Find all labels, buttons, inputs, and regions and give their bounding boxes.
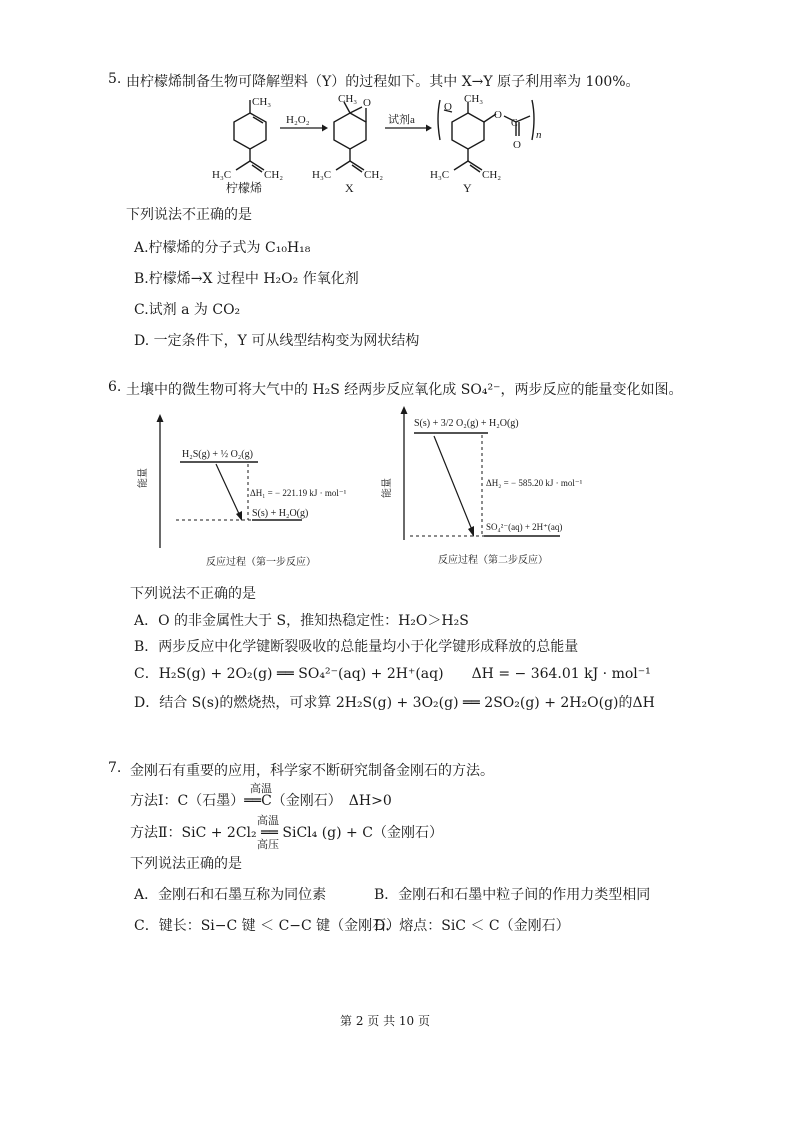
x-ch2: CH₂ <box>364 169 384 181</box>
y-subscript-n: n <box>536 129 542 141</box>
q6-option-b: B．两步反应中化学键断裂吸收的总能量均小于化学键形成释放的总能量 <box>134 639 579 655</box>
xlabel-2: 反应过程（第二步反应） <box>438 555 548 566</box>
y-atom-o3: O <box>513 139 521 151</box>
q5-option-a: A.柠檬烯的分子式为 C₁₀H₁₈ <box>134 240 311 256</box>
q7-option-d: D．熔点：SiC ＜ C（金刚石） <box>374 918 570 934</box>
label-y: Y <box>463 181 472 195</box>
q5-number: 5. <box>108 71 122 87</box>
q6-number: 6. <box>108 379 122 395</box>
y-atom-o1: O <box>444 101 452 113</box>
products-1: S(s) + H₂O(g) <box>252 508 309 519</box>
label-limonene: 柠檬烯 <box>226 181 263 195</box>
y-atom-o2: O <box>494 109 502 121</box>
page-footer: 第 2 页 共 10 页 <box>340 1014 430 1028</box>
limonene-ch2: CH₂ <box>264 169 284 181</box>
y-atom-c: C <box>511 118 518 129</box>
limonene-structure <box>234 100 266 172</box>
q6-prompt: 下列说法不正确的是 <box>130 586 256 602</box>
reaction-arrow-2 <box>434 436 472 530</box>
q7-option-a: A．金刚石和石墨互称为同位素 <box>134 887 327 903</box>
q7-option-c: C．键长：Si−C 键 ＜ C−C 键（金刚石） <box>134 918 401 934</box>
q7-option-b: B．金刚石和石墨中粒子间的作用力类型相同 <box>374 887 651 903</box>
q7-method2-condition-bottom: 高压 <box>257 838 279 851</box>
q6-option-a: A．O 的非金属性大于 S，推知热稳定性：H₂O＞H₂S <box>134 613 469 629</box>
q5-prompt: 下列说法不正确的是 <box>126 207 252 223</box>
xlabel-1: 反应过程（第一步反应） <box>206 557 316 568</box>
limonene-h3c: H₃C <box>212 169 232 181</box>
q5-option-d: D. 一定条件下，Y 可从线型结构变为网状结构 <box>134 333 420 349</box>
q6-option-c: C．H₂S(g) + 2O₂(g) ══ SO₄²⁻(aq) + 2H⁺(aq) ΔH = − 364.01 kJ · mol⁻¹ <box>134 666 651 682</box>
ylabel-1: 能量 <box>138 468 149 488</box>
y-structure <box>438 100 534 172</box>
q6-stem: 土壤中的微生物可将大气中的 H₂S 经两步反应氧化成 SO₄²⁻，两步反应的能量变化如图。 <box>126 382 683 398</box>
q7-method2-condition-top: 高温 <box>257 814 279 827</box>
reagent-a: 试剂a <box>388 114 415 126</box>
products-2: SO₄²⁻(aq) + 2H⁺(aq) <box>486 522 563 532</box>
energy-diagram-step2 <box>384 400 584 570</box>
y-ch3: CH₃ <box>464 93 484 105</box>
energy-diagram-step1 <box>140 408 375 570</box>
q6-option-d: D．结合 S(s)的燃烧热，可求算 2H₂S(g) + 3O₂(g) ══ 2SO₂(g) + 2H₂O(g)的ΔH <box>134 695 655 711</box>
q7-stem: 金刚石有重要的应用，科学家不断研究制备金刚石的方法。 <box>130 763 494 779</box>
reactants-2: S(s) + 3/2 O₂(g) + H₂O(g) <box>414 418 519 429</box>
reactants-1: H₂S(g) + ½ O₂(g) <box>182 449 253 460</box>
q5-stem: 由柠檬烯制备生物可降解塑料（Y）的过程如下。其中 X→Y 原子利用率为 100%。 <box>126 74 640 90</box>
q5-option-c: C.试剂 a 为 CO₂ <box>134 302 241 318</box>
q7-method1-condition: 高温 <box>250 782 272 795</box>
dh-2: ΔH₂ = − 585.20 kJ · mol⁻¹ <box>486 478 583 488</box>
x-atom-o: O <box>363 97 371 109</box>
q5-option-b: B.柠檬烯→X 过程中 H₂O₂ 作氧化剂 <box>134 271 359 287</box>
q7-prompt: 下列说法正确的是 <box>130 856 242 872</box>
q7-method1: 方法Ⅰ：C（石墨）══C（金刚石） ΔH>0 <box>130 793 392 809</box>
x-ch3: CH₃ <box>338 93 358 105</box>
x-structure <box>334 102 366 172</box>
x-h3c: H₃C <box>312 169 332 181</box>
q5-reaction-scheme <box>200 88 560 200</box>
limonene-ch3: CH₃ <box>252 96 272 108</box>
ylabel-2: 能量 <box>382 478 393 498</box>
q7-number: 7. <box>108 760 122 776</box>
y-h3c: H₃C <box>430 169 450 181</box>
q7-method2: 方法Ⅱ：SiC + 2Cl₂ ══ SiCl₄ (g) + C（金刚石） <box>130 825 443 841</box>
label-x: X <box>345 181 354 195</box>
y-ch2: CH₂ <box>482 169 502 181</box>
dh-1: ΔH₁ = − 221.19 kJ · mol⁻¹ <box>250 488 347 498</box>
reagent-h2o2: H₂O₂ <box>286 114 310 126</box>
reaction-arrow-1 <box>216 464 240 516</box>
